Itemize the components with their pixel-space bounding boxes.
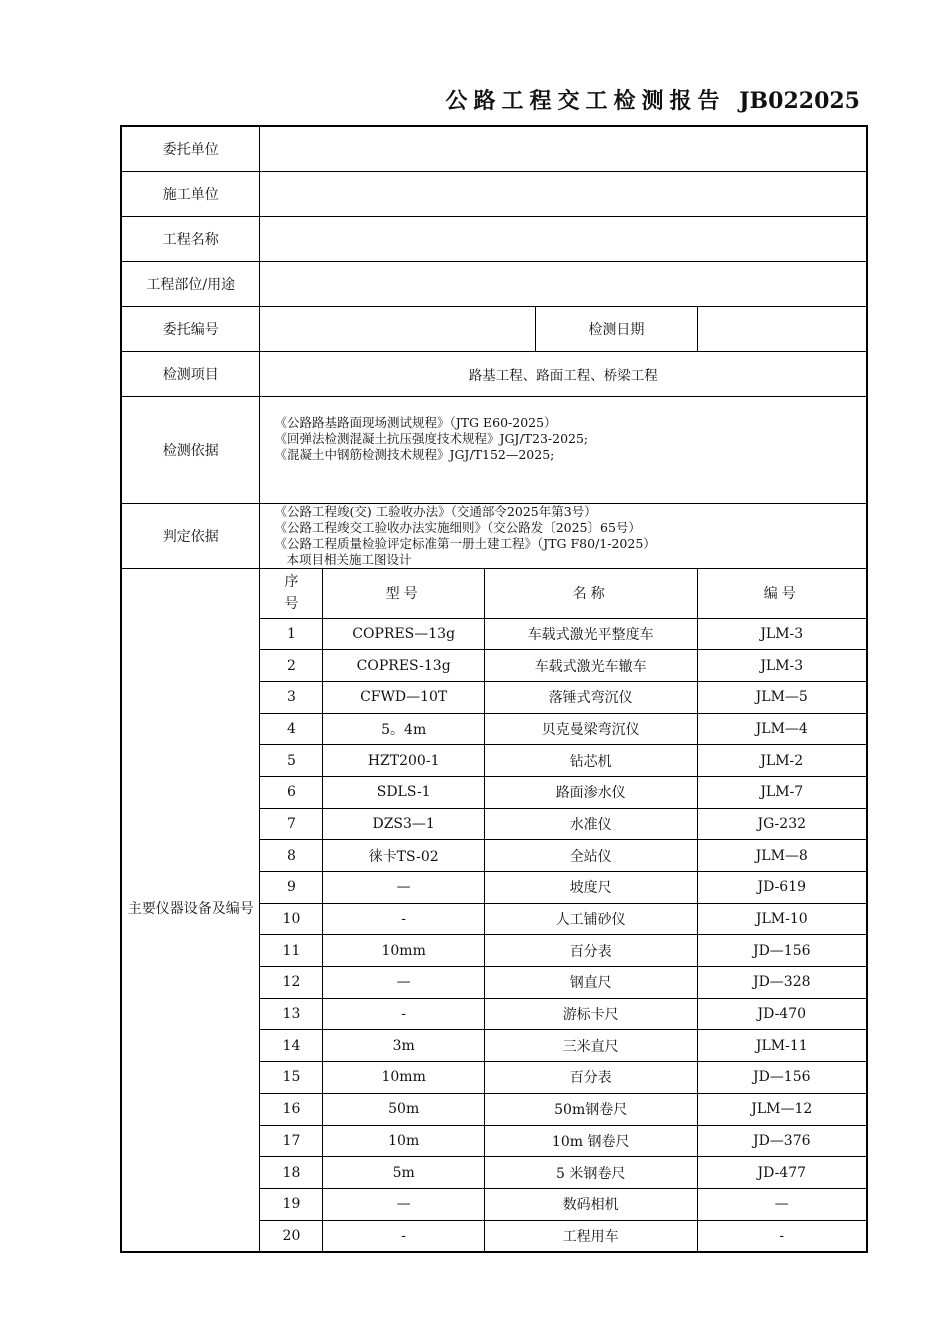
equipment-number: JG-232 — [697, 808, 867, 840]
equipment-name: 钻芯机 — [484, 745, 697, 777]
equipment-seq: 17 — [260, 1125, 323, 1157]
equipment-name: 游标卡尺 — [484, 998, 697, 1030]
equipment-model: — — [323, 967, 484, 999]
equipment-seq: 7 — [260, 808, 323, 840]
equipment-seq: 16 — [260, 1093, 323, 1125]
equipment-model: COPRES-13g — [323, 650, 484, 682]
test-basis-line: 《回弹法检测混凝土抗压强度技术规程》JGJ/T23-2025; — [274, 430, 589, 446]
equipment-name: 贝克曼梁弯沉仪 — [484, 713, 697, 745]
equipment-header-row — [121, 568, 867, 618]
project-part-row — [121, 261, 867, 306]
equipment-number: JLM-3 — [697, 650, 867, 682]
equipment-model: 徕卡TS-02 — [323, 840, 484, 872]
equipment-name: 5 米钢卷尺 — [484, 1157, 697, 1189]
equipment-name: 落锤式弯沉仪 — [484, 681, 697, 713]
project-name-value — [260, 216, 867, 261]
equipment-name: 水准仪 — [484, 808, 697, 840]
equipment-seq: 12 — [260, 967, 323, 999]
name-header: 名称 — [484, 568, 697, 618]
equipment-model: COPRES—13g — [323, 618, 484, 650]
equipment-name: 车载式激光车辙车 — [484, 650, 697, 682]
equipment-name: 数码相机 — [484, 1188, 697, 1220]
equipment-seq: 1 — [260, 618, 323, 650]
equipment-number: JD—328 — [697, 967, 867, 999]
seq-header-2: 号 — [284, 596, 299, 612]
equipment-number: JLM—8 — [697, 840, 867, 872]
equipment-model: CFWD—10T — [323, 681, 484, 713]
test-items-row — [121, 351, 867, 396]
equipment-number: JLM-10 — [697, 903, 867, 935]
equipment-seq: 15 — [260, 1062, 323, 1094]
equipment-model: 10m — [323, 1125, 484, 1157]
constructor-value — [260, 171, 867, 216]
report-title-text: 公路工程交工检测报告 — [445, 88, 726, 114]
equipment-number: JLM—5 — [697, 681, 867, 713]
equipment-seq: 19 — [260, 1188, 323, 1220]
equipment-name: 百分表 — [484, 935, 697, 967]
test-items-label: 检测项目 — [121, 351, 260, 396]
equipment-model: 10mm — [323, 1062, 484, 1094]
equipment-seq: 8 — [260, 840, 323, 872]
report-title — [360, 84, 860, 115]
equipment-seq: 14 — [260, 1030, 323, 1062]
equipment-number: JLM-11 — [697, 1030, 867, 1062]
equipment-number: JLM-2 — [697, 745, 867, 777]
test-basis-label: 检测依据 — [121, 396, 260, 503]
test-basis-line: 《公路路基路面现场测试规程》（JTG E60-2025） — [274, 414, 557, 430]
model-header: 型号 — [323, 568, 484, 618]
equipment-model: 5m — [323, 1157, 484, 1189]
equipment-model: 5。4m — [323, 713, 484, 745]
equipment-number: JD—376 — [697, 1125, 867, 1157]
judge-basis-line: 《公路工程质量检验评定标准第一册土建工程》（JTG F80/1-2025） — [274, 535, 656, 551]
equipment-seq: 10 — [260, 903, 323, 935]
equipment-model: — — [323, 872, 484, 904]
equipment-seq: 20 — [260, 1220, 323, 1252]
equipment-name: 三米直尺 — [484, 1030, 697, 1062]
equipment-number: JLM—4 — [697, 713, 867, 745]
project-name-label: 工程名称 — [121, 216, 260, 261]
equipment-name: 10m 钢卷尺 — [484, 1125, 697, 1157]
commission-no-label: 委托编号 — [121, 306, 260, 351]
test-date-value — [697, 306, 867, 351]
project-part-value — [260, 261, 867, 306]
commission-no-value — [260, 306, 536, 351]
equipment-number: JD—156 — [697, 1062, 867, 1094]
client-label: 委托单位 — [121, 126, 260, 171]
equipment-number: JD—156 — [697, 935, 867, 967]
equipment-name: 钢直尺 — [484, 967, 697, 999]
report-code: JB022025 — [739, 88, 860, 114]
constructor-row — [121, 171, 867, 216]
equipment-model: SDLS-1 — [323, 776, 484, 808]
project-part-label: 工程部位/用途 — [121, 261, 260, 306]
judge-basis-row — [121, 503, 867, 568]
test-items-value: 路基工程、路面工程、桥梁工程 — [260, 351, 867, 396]
equipment-seq: 11 — [260, 935, 323, 967]
equipment-model: DZS3—1 — [323, 808, 484, 840]
equipment-name: 全站仪 — [484, 840, 697, 872]
equipment-model: — — [323, 1188, 484, 1220]
judge-basis-value — [260, 503, 867, 568]
equipment-seq: 5 — [260, 745, 323, 777]
judge-basis-line: 本项目相关施工图设计 — [286, 551, 412, 567]
project-name-row — [121, 216, 867, 261]
equipment-seq: 3 — [260, 681, 323, 713]
equipment-name: 工程用车 — [484, 1220, 697, 1252]
commission-row — [121, 306, 867, 351]
equipment-number: JLM-7 — [697, 776, 867, 808]
equipment-seq: 13 — [260, 998, 323, 1030]
equipment-seq: 9 — [260, 872, 323, 904]
equipment-seq: 18 — [260, 1157, 323, 1189]
equipment-name: 坡度尺 — [484, 872, 697, 904]
equipment-model: 50m — [323, 1093, 484, 1125]
equipment-model: - — [323, 1220, 484, 1252]
equipment-label: 主要仪器设备及编号 — [121, 568, 260, 1252]
equipment-name: 车载式激光平整度车 — [484, 618, 697, 650]
test-basis-row — [121, 396, 867, 503]
equipment-seq: 4 — [260, 713, 323, 745]
seq-header — [260, 568, 323, 618]
number-header: 编号 — [697, 568, 867, 618]
equipment-number: JLM—12 — [697, 1093, 867, 1125]
equipment-seq: 2 — [260, 650, 323, 682]
equipment-number: - — [697, 1220, 867, 1252]
equipment-number: JD-619 — [697, 872, 867, 904]
equipment-name: 路面渗水仪 — [484, 776, 697, 808]
equipment-model: - — [323, 998, 484, 1030]
equipment-name: 人工铺砂仪 — [484, 903, 697, 935]
judge-basis-line: 《公路工程竣(交) 工验收办法》（交通部令2025年第3号） — [274, 503, 597, 519]
judge-basis-label: 判定依据 — [121, 503, 260, 568]
test-basis-value — [260, 396, 867, 503]
equipment-name: 百分表 — [484, 1062, 697, 1094]
equipment-name: 50m钢卷尺 — [484, 1093, 697, 1125]
equipment-model: HZT200-1 — [323, 745, 484, 777]
equipment-number: JD-470 — [697, 998, 867, 1030]
test-basis-line: 《混凝土中钢筋检测技术规程》JGJ/T152—2025; — [274, 446, 555, 462]
equipment-model: 3m — [323, 1030, 484, 1062]
equipment-number: JD-477 — [697, 1157, 867, 1189]
equipment-model: - — [323, 903, 484, 935]
report-table — [120, 125, 868, 1253]
judge-basis-line: 《公路工程竣交工验收办法实施细则》（交公路发〔2025〕65号） — [274, 519, 641, 535]
equipment-number: — — [697, 1188, 867, 1220]
constructor-label: 施工单位 — [121, 171, 260, 216]
test-date-label: 检测日期 — [536, 306, 697, 351]
equipment-number: JLM-3 — [697, 618, 867, 650]
equipment-seq: 6 — [260, 776, 323, 808]
client-row — [121, 126, 867, 171]
client-value — [260, 126, 867, 171]
seq-header-1: 序 — [284, 574, 299, 590]
equipment-model: 10mm — [323, 935, 484, 967]
